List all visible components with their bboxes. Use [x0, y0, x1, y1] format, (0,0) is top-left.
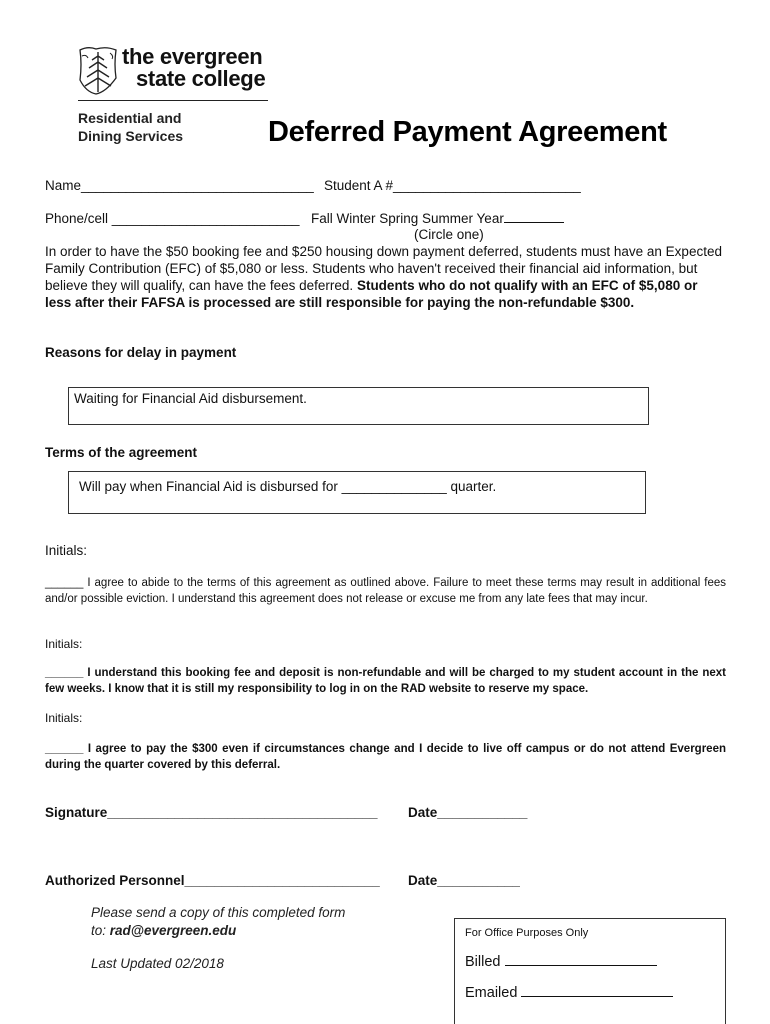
send-copy-prefix: to: — [91, 923, 110, 938]
year-blank[interactable] — [504, 211, 564, 223]
initials-clause-3[interactable]: ______ I agree to pay the $300 even if circumstances change and I decide to live off campus or do not attend Evergreen during the quarter covered by this deferral. — [45, 743, 726, 771]
initials-clause-2[interactable]: ______ I understand this booking fee and deposit is non-refundable and will be charged to my student account in the next few weeks. I know that it is still my responsibility to log in on the RAD website to reserve my space. — [45, 667, 726, 695]
billed-label: Billed — [465, 954, 501, 970]
emailed-label: Emailed — [465, 985, 518, 1001]
department-line1: Residential and — [78, 110, 182, 126]
send-copy-line1: Please send a copy of this completed form — [91, 905, 346, 920]
logo-text-line1: the evergreen — [122, 44, 263, 69]
send-copy-note — [91, 904, 345, 940]
phone-field[interactable]: Phone/cell _________________________ — [45, 211, 300, 226]
intro-bold-text: Students who do not qualify with an EFC of $5,080 or less after their FAFSA is processed are still responsible for paying the non-refundable $300. — [45, 278, 698, 310]
billed-field[interactable] — [465, 954, 657, 970]
authorized-personnel-field[interactable]: Authorized Personnel__________________________ — [45, 873, 380, 888]
intro-text: In order to have the $50 booking fee and $250 housing down payment deferred, students must have an Expected Family Contribution (EFC) of $5,080 or less. Students who haven't received their financial aid information, but believe they will qualify, can have the fees deferred. — [45, 244, 722, 293]
terms-heading: Terms of the agreement — [45, 445, 198, 460]
logo-text-line2: state college — [136, 66, 266, 91]
term-options-label: Fall Winter Spring Summer Year — [311, 211, 504, 226]
initials-label-3: Initials: — [45, 711, 83, 725]
college-logo — [76, 42, 272, 108]
office-heading: For Office Purposes Only — [465, 927, 589, 939]
evergreen-tree-logo-icon — [76, 44, 120, 96]
terms-box[interactable] — [68, 471, 646, 514]
billed-blank[interactable] — [505, 954, 657, 966]
page-title: Deferred Payment Agreement — [268, 116, 667, 148]
send-copy-line2 — [91, 922, 345, 940]
reasons-box[interactable] — [68, 387, 649, 425]
term-options[interactable] — [311, 211, 564, 226]
emailed-blank[interactable] — [521, 985, 673, 997]
reasons-heading: Reasons for delay in payment — [45, 345, 237, 360]
terms-text: Will pay when Financial Aid is disbursed for ______________ quarter. — [79, 479, 497, 494]
circle-one-hint: (Circle one) — [414, 227, 484, 242]
emailed-field[interactable] — [465, 985, 673, 1001]
office-use-box — [454, 918, 726, 1024]
personnel-date-field[interactable]: Date___________ — [408, 873, 520, 888]
initials-label-1: Initials: — [45, 543, 88, 558]
department-line2: Dining Services — [78, 128, 184, 144]
contact-email-link[interactable]: rad@evergreen.edu — [109, 923, 237, 938]
signature-field[interactable]: Signature____________________________________ — [45, 805, 378, 820]
reasons-text: Waiting for Financial Aid disbursement. — [74, 391, 307, 406]
signature-date-field[interactable]: Date____________ — [408, 805, 528, 820]
intro-paragraph — [45, 243, 725, 311]
initials-clause-1[interactable]: ______ I agree to abide to the terms of this agreement as outlined above. Failure to meet these terms may result in additional fees and/or possible eviction. I understand this agreement does not release or excuse me from any late fees that may incur. — [45, 577, 726, 605]
name-field[interactable]: Name_______________________________ — [45, 178, 314, 193]
logo-divider — [78, 100, 268, 101]
initials-label-2: Initials: — [45, 637, 83, 651]
last-updated: Last Updated 02/2018 — [91, 956, 224, 971]
student-id-field[interactable]: Student A #_________________________ — [324, 178, 581, 193]
